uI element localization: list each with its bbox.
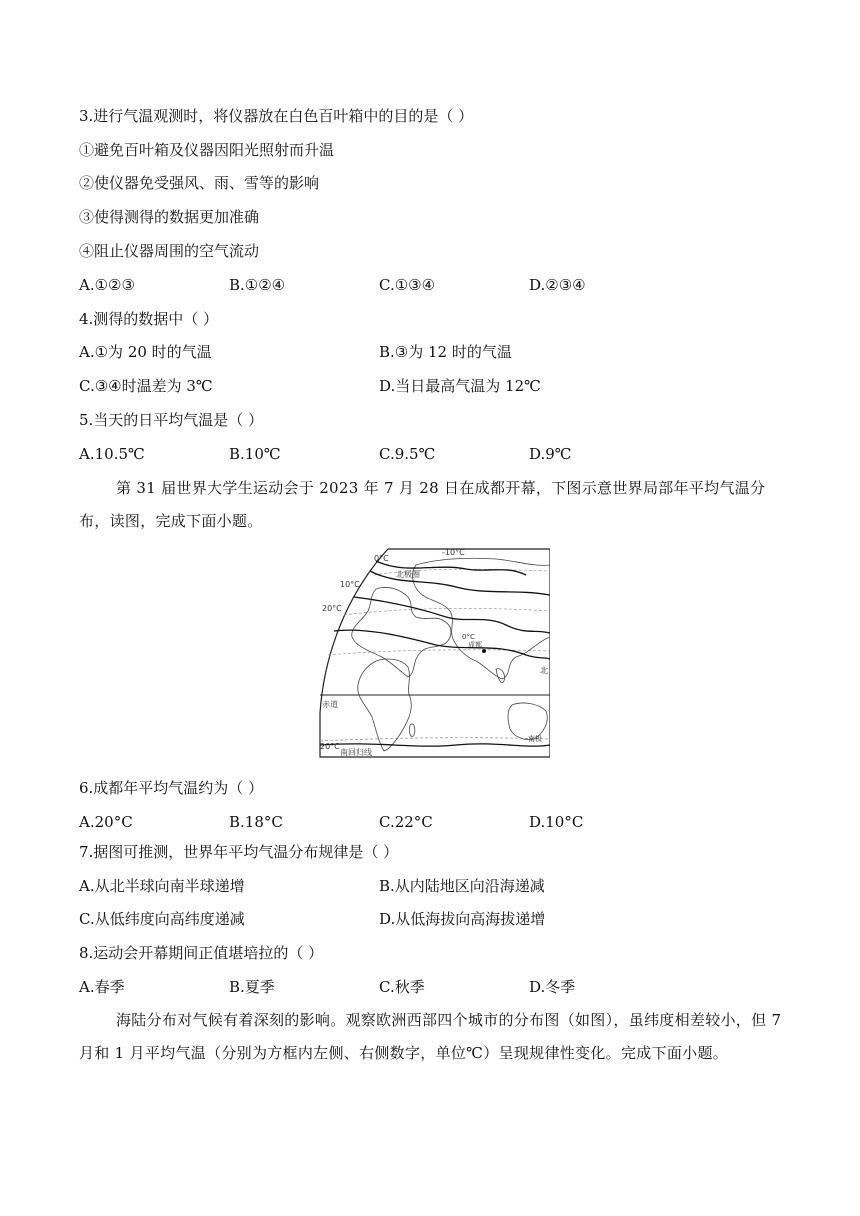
q4-option-a: A.①为 20 时的气温 <box>79 343 212 361</box>
q7-option-b: B.从内陆地区向沿海递减 <box>379 877 545 895</box>
label-chengdu: 成都 <box>468 641 482 649</box>
label-20c-south: 20°C <box>320 742 340 751</box>
q6-option-c: C.22°C <box>379 813 433 831</box>
label-equator: 赤道 <box>322 700 338 709</box>
q7-option-d: D.从低海拔向高海拔递增 <box>379 910 546 928</box>
world-temperature-map <box>316 545 550 761</box>
q3-item-1: ①避免百叶箱及仪器因阳光照射而升温 <box>79 141 335 159</box>
q8-option-d: D.冬季 <box>529 978 576 996</box>
label-20c-north: 20°C <box>322 604 342 613</box>
q4-stem: 4.测得的数据中（ ） <box>79 310 219 328</box>
q4-option-d: D.当日最高气温为 12℃ <box>379 377 541 395</box>
label-arctic-circle: 北极圈 <box>396 570 420 579</box>
passage-europe-cities: 海陆分布对气候有着深刻的影响。观察欧洲西部四个城市的分布图（如图），虽纬度相差较小，但 7 月和 1 月平均气温（分别为方框内左侧、右侧数字，单位℃）呈现规律性变化。完成下面小题。 <box>79 1011 782 1062</box>
q8-stem: 8.运动会开幕期间正值堪培拉的（ ） <box>79 944 324 962</box>
chengdu-dot <box>482 649 486 653</box>
q3-item-2: ②使仪器免受强风、雨、雪等的影响 <box>79 174 320 192</box>
label-aus: 南极 <box>528 735 542 743</box>
q3-stem: 3.进行气温观测时，将仪器放在白色百叶箱中的目的是（ ） <box>79 107 474 125</box>
label-tropic-capricorn: 南回归线 <box>340 748 372 757</box>
label-10c: 10°C <box>340 580 360 589</box>
q3-item-4: ④阻止仪器周围的空气流动 <box>79 242 260 260</box>
label-0c: 0°C <box>374 554 389 563</box>
q5-option-c: C.9.5℃ <box>379 445 436 463</box>
q6-option-a: A.20°C <box>79 813 133 831</box>
q8-option-a: A.春季 <box>79 978 125 996</box>
q4-option-b: B.③为 12 时的气温 <box>379 343 512 361</box>
label-0c-b: 0°C <box>462 633 475 641</box>
q6-option-d: D.10°C <box>529 813 584 831</box>
q4-option-c: C.③④时温差为 3℃ <box>79 377 213 395</box>
q3-option-c: C.①③④ <box>379 276 436 294</box>
q3-item-3: ③使得测得的数据更加准确 <box>79 208 260 226</box>
q8-option-c: C.秋季 <box>379 978 425 996</box>
q3-option-b: B.①②④ <box>229 276 286 294</box>
q7-option-c: C.从低纬度向高纬度递减 <box>79 910 245 928</box>
q5-option-b: B.10℃ <box>229 445 281 463</box>
label-north: 北 <box>540 666 548 675</box>
passage-universiade: 第 31 届世界大学生运动会于 2023 年 7 月 28 日在成都开幕，下图示意世界局部年平均气温分布，读图，完成下面小题。 <box>79 479 766 530</box>
q7-option-a: A.从北半球向南半球递增 <box>79 877 245 895</box>
q5-option-d: D.9℃ <box>529 445 572 463</box>
q6-stem: 6.成都年平均气温约为（ ） <box>79 779 264 797</box>
q5-option-a: A.10.5℃ <box>79 445 145 463</box>
q3-option-d: D.②③④ <box>529 276 586 294</box>
q7-stem: 7.据图可推测，世界年平均气温分布规律是（ ） <box>79 843 399 861</box>
map-graphic <box>316 545 550 761</box>
q3-option-a: A.①②③ <box>79 276 135 294</box>
q5-stem: 5.当天的日平均气温是（ ） <box>79 411 264 429</box>
label-minus10c: -10°C <box>442 548 465 557</box>
q6-option-b: B.18°C <box>229 813 283 831</box>
q8-option-b: B.夏季 <box>229 978 275 996</box>
